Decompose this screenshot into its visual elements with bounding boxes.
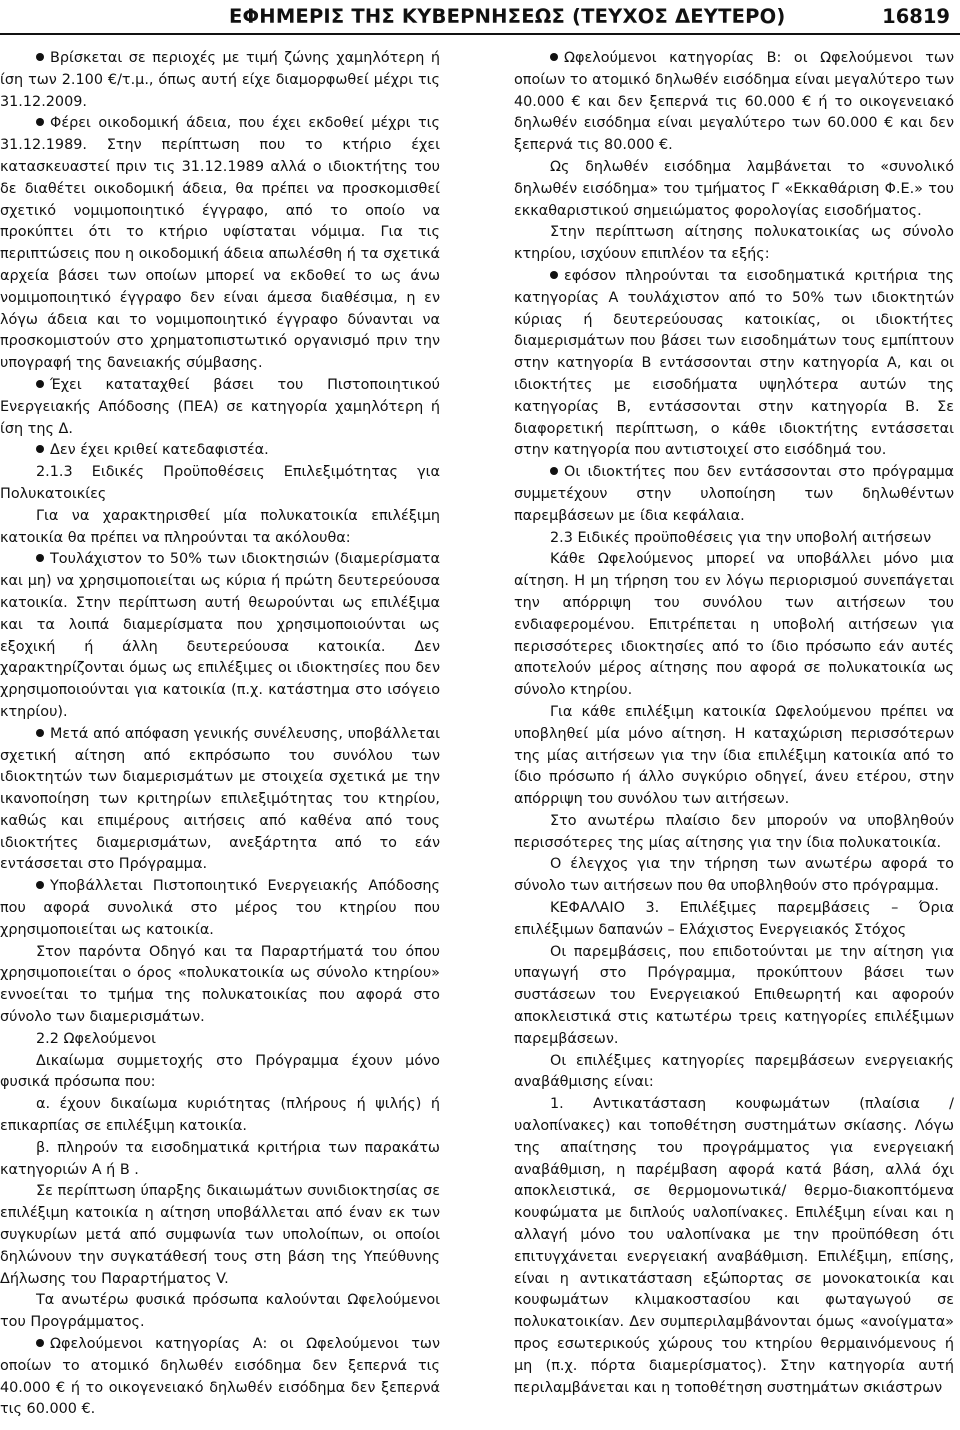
bullet-paragraph: Φέρει οικοδομική άδεια, που έχει εκδοθεί μέχρι τις 31.12.1989. Στην περίπτωση που το κτήριο έχει κατασκευαστεί πριν τις 31.12.1989 αλλά ο ιδιοκτήτης του δε διαθέτει οικοδομική άδεια, θα πρέπει να προσκομισθεί σχετικό νομιμοποιητικό έγγραφο, από το οποίο να προκύπτει ότι το κτήριο υφίσταται νόμιμα. Για τις περιπτώσεις που η οικοδομική άδεια απωλέσθη ή τα σχετικά αρχεία βάσει των οποίων μπορεί να εκδοθεί το ως άνω νομιμοποιητικό έγγραφο δεν είναι άμεσα διαθέσιμα, η εν λόγω άδεια και το νομιμοποιητικό έγγραφο δύνανται να προσκομιστούν στο χρηματοπιστωτικό οργανισμό πριν την υπογραφή της δανειακής σύμβασης. <box>0 113 440 375</box>
paragraph: Στην περίπτωση αίτησης πολυκατοικίας ως σύνολο κτηρίου, ισχύουν επιπλέον τα εξής: <box>514 224 954 263</box>
header-rule <box>0 33 960 35</box>
paragraph: Στον παρόντα Οδηγό και τα Παραρτήματά του όπου χρησιμοποιείται ο όρος «πολυκατοικία ως σύνολο κτηρίου» εννοείται το τμήμα της πολυκατοικίας που αφορά στο σύνολο των διαμερισμάτων. <box>0 943 440 1026</box>
paragraph: Για να χαρακτηρισθεί μία πολυκατοικία επιλέξιμη κατοικία θα πρέπει να πληρούνται τα ακόλουθα: <box>0 507 440 546</box>
bullet-paragraph: Έχει καταταχθεί βάσει του Πιστοποιητικού Ενεργειακής Απόδοσης (ΠΕΑ) σε κατηγορία χαμηλότερη ή ίση της Δ. <box>0 375 440 440</box>
bullet-paragraph: Μετά από απόφαση γενικής συνέλευσης, υποβάλλεται σχετική αίτηση από εκπρόσωπο του συνόλου των ιδιοκτητών των διαμερισμάτων με στοιχεία σχετικά με την ικανοποίηση των κριτηρίων επιλεξιμότητας του κτηρίου, καθώς και επιμέρους αιτήσεις από καθένα από τους ιδιοκτήτες διαμερισμάτων, ανεξάρτητα από το εάν εντάσσεται στο Πρόγραμμα. <box>0 724 440 877</box>
paragraph: Οι επιλέξιμες κατηγορίες παρεμβάσεων ενεργειακής αναβάθμισης είναι: <box>514 1052 954 1091</box>
paragraph: Κάθε Ωφελούμενος μπορεί να υποβάλλει μόνο μια αίτηση. Η μη τήρηση του εν λόγω περιορισμού συνεπάγεται την απόρριψη του συνόλου των αιτήσεων του ενδιαφερομένου. Επιτρέπεται η υποβολή αιτήσεων για περισσότερες ιδιοκτησίες από το ίδιο πρόσωπο εάν αυτές αποτελούν μέρος αίτησης που αφορά σε πολυκατοικία ως σύνολο κτηρίου. <box>514 551 954 699</box>
paragraph: β. πληρούν τα εισοδηματικά κριτήρια των παρακάτω κατηγοριών Α ή Β . <box>0 1139 440 1178</box>
chapter-heading: ΚΕΦΑΛΑΙΟ 3. Επιλέξιμες παρεμβάσεις – Όρια επιλέξιμων δαπανών – Ελάχιστος Ενεργειακός Στόχος <box>514 900 954 938</box>
section-heading: 2.3 Ειδικές προϋποθέσεις για την υποβολή αιτήσεων <box>550 529 932 546</box>
bullet-paragraph: Τουλάχιστον το 50% των ιδιοκτησιών (διαμερίσματα και μη) να χρησιμοποιείται ως κύρια ή πρώτη δευτερεύουσα κατοικία. Στην περίπτωση αυτή θεωρούνται ως επιλέξιμα και τα λοιπά διαμερίσματα που χρησιμοποιούνται ως εξοχική ή άλλη δευτερεύουσα κατοικία. Δεν χαρακτηρίζονται όμως ως επιλέξιμες οι ιδιοκτησίες που δεν χρησιμοποιούνται για κατοικία (π.χ. κατάστημα στο ισόγειο κτηρίου). <box>0 549 440 723</box>
paragraph: Ως δηλωθέν εισόδημα λαμβάνεται το «συνολικό δηλωθέν εισόδημα» του τμήματος Γ «Εκκαθάριση Φ.Ε.» του εκκαθαριστικού σημειώματος φορολογίας εισοδήματος. <box>514 158 954 219</box>
bullet-paragraph: Βρίσκεται σε περιοχές με τιμή ζώνης χαμηλότερη ή ίση των 2.100 €/τ.μ., όπως αυτή είχε διαμορφωθεί μέχρι τις 31.12.2009. <box>0 48 440 113</box>
paragraph: Στο ανωτέρω πλαίσιο δεν μπορούν να υποβληθούν περισσότερες της μίας αίτησης για την ίδια πολυκατοικία. <box>514 812 954 851</box>
paragraph: 1. Αντικατάσταση κουφωμάτων (πλαίσια / υαλοπίνακες) και τοποθέτηση συστημάτων σκίασης. Λόγω της απαίτησης του προγράμματος για ενεργειακή αναβάθμιση, η παρέμβαση αφορά κατά βάση, αλλά όχι αποκλειστικά, σε θερμομονωτικά/ θερμο-διακοπτόμενα κουφώματα με διπλούς υαλοπίνακες. Επιλέξιμη είναι και η αλλαγή μόνο του υαλοπίνακα με την προϋπόθεση ότι επιτυγχάνεται ενεργειακή αναβάθμιση. Επιλέξιμη, επίσης, είναι η αντικατάσταση εξώπορτας σε μονοκατοικία και κουφωμάτων κλιμακοστασίου και φωταγωγού σε πολυκατοικίαν. Δεν συμπεριλαμβάνονται όμως «ανοίγματα» προς εσωτερικούς χώρους του κτηρίου θερμαινόμενους ή μη (π.χ. πόρτα διαμερίσματος). Στην κατηγορία αυτή περιλαμβάνεται και η τοποθέτηση συστημάτων σκιάστρων <box>514 1096 954 1396</box>
paragraph: Σε περίπτωση ύπαρξης δικαιωμάτων συνιδιοκτησίας σε επιλέξιμη κατοικία η αίτηση υποβάλλεται από έναν εκ των συγκυρίων μετά από συμφωνία των υπολοίπων, οι οποίοι δηλώνουν την συγκατάθεσή τους στη βάση της Υπεύθυνης Δήλωσης του Παραρτήματος V. <box>0 1183 440 1287</box>
page-header <box>0 0 960 36</box>
paragraph: Οι παρεμβάσεις, που επιδοτούνται με την αίτηση για υπαγωγή στο Πρόγραμμα, προκύπτουν βάσει των συστάσεων του Ενεργειακού Επιθεωρητή και αφορούν αποκλειστικά στις κατωτέρω τρεις κατηγορίες επιλέξιμων παρεμβάσεων. <box>514 943 954 1047</box>
bullet-paragraph: Ωφελούμενοι κατηγορίας Β: οι Ωφελούμενοι των οποίων το ατομικό δηλωθέν εισόδημα είναι μεγαλύτερο των 40.000 € και δεν ξεπερνά τις 60.000 € ή το οικογενειακό δηλωθέν εισόδημα είναι μεγαλύτερο των 60.000 € και δεν ξεπερνά τις 80.000 €. <box>514 48 954 157</box>
paragraph: Για κάθε επιλέξιμη κατοικία Ωφελούμενου πρέπει να υποβληθεί μία μόνο αίτηση. Η καταχώριση περισσότερων της μίας αιτήσεων για την ίδια επιλέξιμη κατοικία από το ίδιο πρόσωπο ή άλλο συγκύριο οδηγεί, άνευ ετέρου, στην απόρριψη του συνόλου των αιτήσεων. <box>514 703 954 808</box>
paragraph: α. έχουν δικαίωμα κυριότητας (πλήρους ή ψιλής) ή επικαρπίας σε επιλέξιμη κατοικία. <box>0 1096 440 1135</box>
bullet-paragraph: εφόσον πληρούνται τα εισοδηματικά κριτήρια της κατηγορίας Α τουλάχιστον από το 50% των ιδιοκτητών κύριας ή δευτερεύουσας κατοικίας, οι ιδιοκτήτες διαμερισμάτων που βάσει των εισοδημάτων τους εμπίπτουν στην κατηγορία Β εντάσσονται στην κατηγορία Α, και οι ιδιοκτήτες με εισοδήματα υψηλότερα αυτών της κατηγορίας Β, εντάσσονται στην κατηγορία Β. Σε διαφορετική περίπτωση, ο κάθε ιδιοκτήτης εντάσσεται στην κατηγορία που αντιστοιχεί στο εισόδημά του. <box>514 266 954 462</box>
section-heading: 2.2 Ωφελούμενοι <box>36 1030 157 1047</box>
bullet-paragraph: Ωφελούμενοι κατηγορίας Α: οι Ωφελούμενοι των οποίων το ατομικό δηλωθέν εισόδημα δεν ξεπερνά τις 40.000 € ή το οικογενειακό δηλωθέν εισόδημα δεν ξεπερνά τις 60.000 €. <box>0 1334 440 1421</box>
section-heading: 2.1.3 Ειδικές Προϋποθέσεις Επιλεξιμότητας για Πολυκατοικίες <box>0 464 440 502</box>
right-column <box>514 48 954 1399</box>
left-column <box>0 48 440 1421</box>
page-number: 16819 <box>882 5 950 28</box>
bullet-paragraph: Υποβάλλεται Πιστοποιητικό Ενεργειακής Απόδοσης που αφορά συνολικά στο μέρος του κτηρίου που χρησιμοποιείται ως κατοικία. <box>0 876 440 941</box>
bullet-paragraph: Οι ιδιοκτήτες που δεν εντάσσονται στο πρόγραμμα συμμετέχουν στην υλοποίηση των δηλωθέντων παρεμβάσεων με ίδια κεφάλαια. <box>514 462 954 527</box>
paragraph: Δικαίωμα συμμετοχής στο Πρόγραμμα έχουν μόνο φυσικά πρόσωπα που: <box>0 1052 440 1091</box>
paragraph: Τα ανωτέρω φυσικά πρόσωπα καλούνται Ωφελούμενοι του Προγράμματος. <box>0 1292 440 1331</box>
bullet-paragraph: Δεν έχει κριθεί κατεδαφιστέα. <box>0 440 440 462</box>
header-title: ΕΦΗΜΕΡΙΣ ΤΗΣ ΚΥΒΕΡΝΗΣΕΩΣ (ΤΕΥΧΟΣ ΔΕΥΤΕΡΟ) <box>229 5 786 28</box>
paragraph: Ο έλεγχος για την τήρηση των ανωτέρω αφορά το σύνολο των αιτήσεων που θα υποβληθούν στο πρόγραμμα. <box>514 856 954 895</box>
